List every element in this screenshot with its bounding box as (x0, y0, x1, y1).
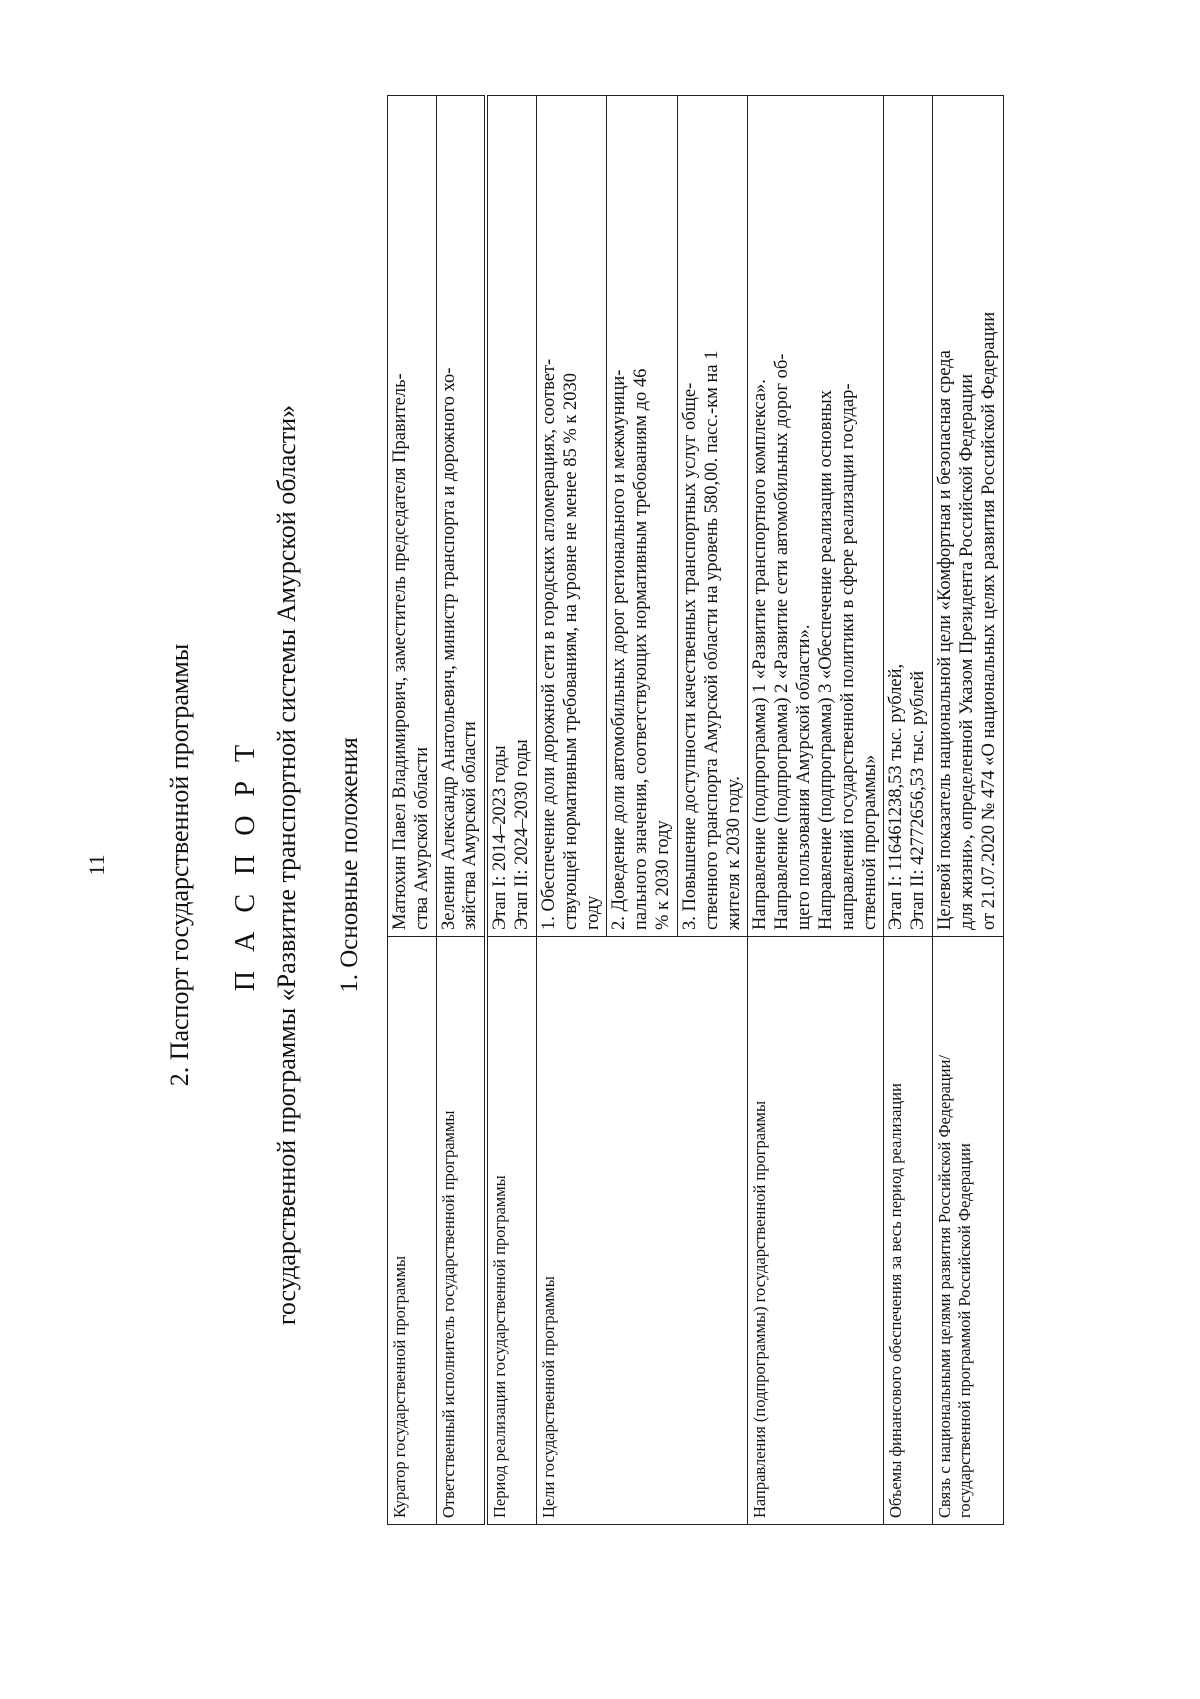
row-label: Связь с национальными целями развития Российской Федерации/ государственной программой Российской Федерации (933, 937, 1003, 1525)
row-label: Период реализации государственной программы (486, 937, 536, 1525)
goal-value (677, 96, 747, 937)
value-line: пального значения, соответствующих нормативным требованиям до 46 (631, 368, 652, 930)
value-line: Целевой показатель национальной цели «Комфортная и безопасная среда (935, 350, 956, 930)
passport-table (387, 95, 1004, 1525)
value-line: жителя к 2030 году. (723, 776, 744, 930)
value-line: щего пользования Амурской области». (794, 624, 815, 930)
row-value (884, 96, 933, 937)
row-value (748, 96, 884, 937)
value-line: ственной программы» (859, 754, 880, 930)
table-row-executor (436, 96, 486, 1525)
value-line: ствующей нормативным требованиям, на уровне не менее 85 % к 2030 (560, 372, 581, 930)
row-value (933, 96, 1003, 937)
value-line: 1. Обеспечение доли дорожной сети в городских агломерациях, соответ- (538, 358, 559, 930)
value-line: Этап II: 42772656,53 тыс. рублей (908, 670, 929, 930)
value-line: году (582, 895, 603, 930)
row-label: Объемы финансового обеспечения за весь период реализации (884, 937, 933, 1525)
goal-value (536, 96, 606, 937)
row-label: Куратор государственной программы (388, 937, 437, 1525)
value-line: Направление (подпрограмма) 3 «Обеспечение реализации основных (815, 390, 836, 930)
row-value (436, 96, 486, 937)
row-label: Направления (подпрограммы) государственной программы (748, 937, 884, 1525)
row-label: Цели государственной программы (536, 937, 747, 1525)
value-line: для жизни», определенной Указом Президента Российской Федерации (956, 374, 977, 930)
value-line: Этап I: 2014–2023 годы (490, 745, 511, 930)
value-line: зяйства Амурской области (460, 721, 481, 930)
value-line: от 21.07.2020 № 474 «О национальных целях развития Российской Федерации (978, 311, 999, 930)
passport-title: П А С П О Р Т (230, 738, 261, 992)
table-row-period (486, 96, 536, 1525)
value-line: Зеленин Александр Анатольевич, министр транспорта и дорожного хо- (438, 367, 459, 930)
table-row-goal-1 (536, 96, 606, 1525)
section-heading: 2. Паспорт государственной программы (165, 643, 194, 1087)
value-line: 3. Повышение доступности качественных транспортных услуг обще- (679, 382, 700, 930)
row-value (388, 96, 437, 937)
table-row-curator (388, 96, 437, 1525)
value-line: ства Амурской области (411, 746, 432, 930)
value-line: 2. Доведение доли автомобильных дорог регионального и межмуници- (609, 369, 630, 930)
passport-subtitle: государственной программы «Развитие транспортной системы Амурской области» (272, 404, 301, 1326)
value-line: ственного транспорта Амурской области на уровень 580,00. пасс.-км на 1 (701, 350, 722, 930)
document-page (40, 65, 1160, 1665)
row-value (486, 96, 536, 937)
subsection-heading: 1. Основные положения (336, 737, 363, 993)
table-row-directions (748, 96, 884, 1525)
value-line: Матюхин Павел Владимирович, заместитель председателя Правитель- (390, 373, 410, 930)
value-line: направлений государственной политики в сфере реализации государ- (837, 383, 858, 930)
value-line: Направление (подпрограмма) 2 «Развитие сети автомобильных дорог об- (772, 353, 793, 930)
value-line: Направление (подпрограмма) 1 «Развитие транспортного комплекса». (750, 379, 771, 930)
row-label: Ответственный исполнитель государственной программы (436, 937, 486, 1525)
table-row-national-goals (933, 96, 1003, 1525)
page-number: 11 (84, 854, 109, 876)
table-row-funding (884, 96, 933, 1525)
value-line: Этап I: 116461238,53 тыс. рублей, (886, 663, 907, 930)
value-line: Этап II: 2024–2030 годы (512, 739, 533, 930)
value-line: % к 2030 году (653, 820, 674, 930)
goal-value (607, 96, 677, 937)
